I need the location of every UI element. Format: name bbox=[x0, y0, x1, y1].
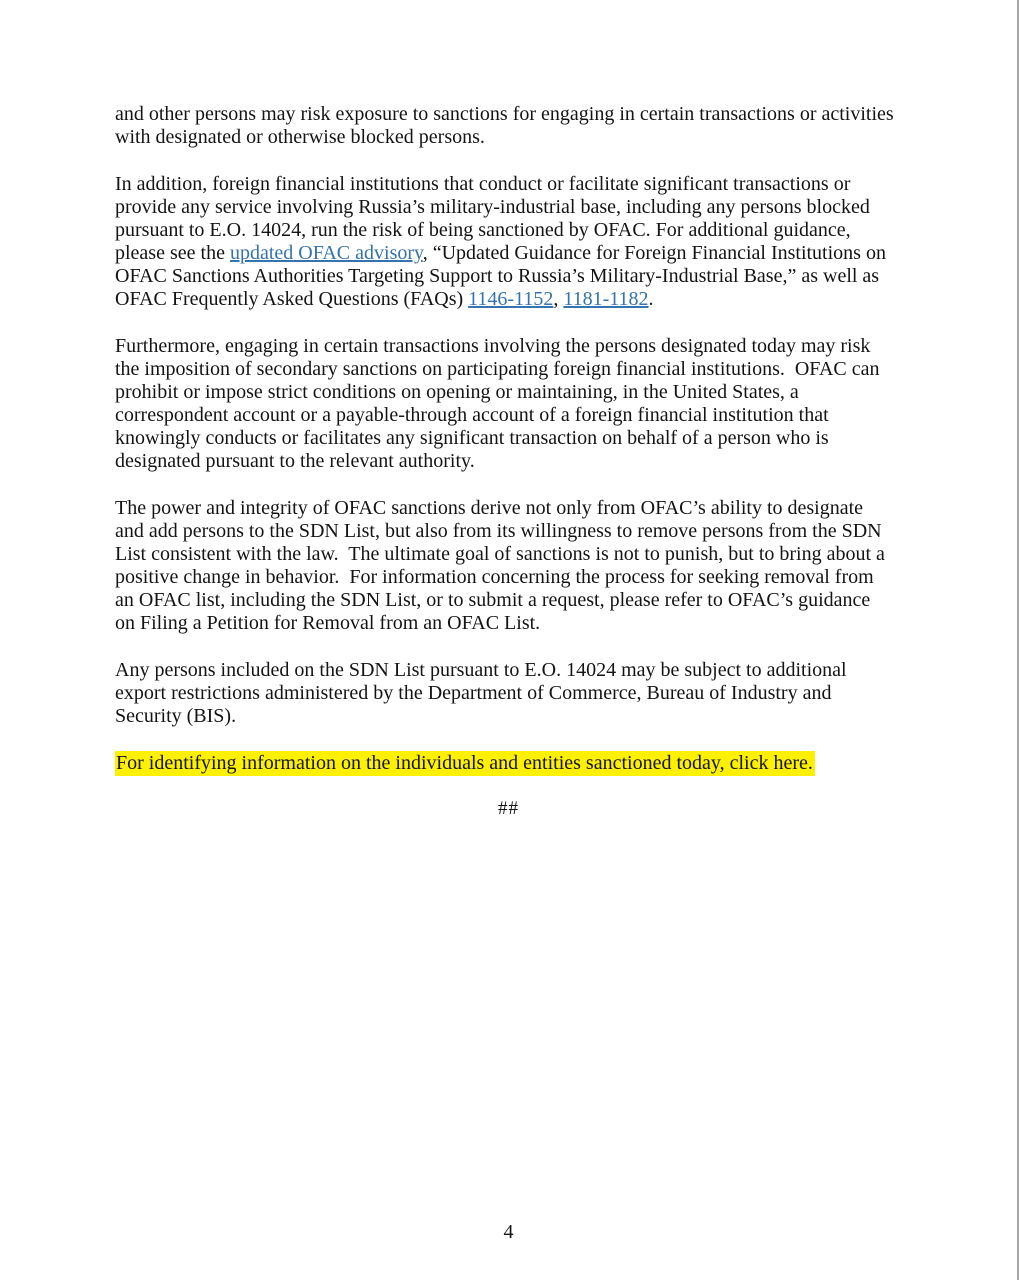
text-line bbox=[115, 705, 921, 728]
text-run: export restrictions administered by the Department of Commerce, Bureau of Industry and bbox=[115, 682, 832, 704]
text-line bbox=[115, 566, 921, 589]
hyperlink[interactable]: updated OFAC advisory bbox=[229, 242, 423, 264]
paragraph bbox=[115, 335, 921, 473]
hyperlink[interactable]: 1181-1182 bbox=[563, 288, 649, 310]
text-run: , bbox=[553, 288, 564, 310]
text-line bbox=[115, 242, 921, 265]
hyperlink[interactable]: 1146-1152 bbox=[468, 288, 554, 310]
text-line bbox=[115, 497, 921, 520]
text-run: In addition, foreign financial institutions that conduct or facilitate significant transactions or bbox=[115, 173, 851, 195]
text-line bbox=[115, 381, 921, 404]
text-run: and add persons to the SDN List, but also from its willingness to remove persons from the SDN bbox=[115, 520, 882, 542]
text-line bbox=[115, 358, 921, 381]
text-run: with designated or otherwise blocked persons. bbox=[115, 126, 485, 148]
text-line bbox=[115, 520, 921, 543]
text-line bbox=[115, 543, 921, 566]
text-run: positive change in behavior. For information concerning the process for seeking removal from bbox=[115, 566, 874, 588]
text-line bbox=[115, 288, 921, 311]
paragraph bbox=[115, 103, 921, 149]
text-run: . bbox=[648, 288, 654, 310]
text-line bbox=[115, 103, 921, 126]
text-run: prohibit or impose strict conditions on opening or maintaining, in the United States, a bbox=[115, 381, 799, 403]
text-line bbox=[115, 752, 921, 775]
text-line bbox=[115, 173, 921, 196]
text-line bbox=[115, 265, 921, 288]
text-run: For identifying information on the individuals and entities sanctioned today, click here. bbox=[116, 752, 813, 774]
text-line bbox=[115, 219, 921, 242]
text-run: Furthermore, engaging in certain transactions involving the persons designated today may risk bbox=[115, 335, 871, 357]
text-run: the imposition of secondary sanctions on participating foreign financial institutions. OFAC can bbox=[115, 358, 880, 380]
text-line bbox=[115, 427, 921, 450]
text-line bbox=[115, 589, 921, 612]
text-run: Security (BIS). bbox=[115, 705, 237, 727]
text-run: knowingly conducts or facilitates any significant transaction on behalf of a person who is bbox=[115, 427, 829, 449]
text-run: an OFAC list, including the SDN List, or to submit a request, please refer to OFAC’s guidance bbox=[115, 589, 871, 611]
document-content bbox=[115, 103, 921, 799]
paragraph bbox=[115, 497, 921, 635]
text-line bbox=[115, 450, 921, 473]
text-run: correspondent account or a payable-through account of a foreign financial institution that bbox=[115, 404, 829, 426]
paragraph bbox=[115, 659, 921, 728]
text-line bbox=[115, 335, 921, 358]
paragraph bbox=[115, 173, 921, 311]
text-line bbox=[115, 404, 921, 427]
text-run: List consistent with the law. The ultimate goal of sanctions is not to punish, but to bring about a bbox=[115, 543, 885, 565]
text-run: and other persons may risk exposure to sanctions for engaging in certain transactions or activities bbox=[115, 103, 894, 125]
text-line bbox=[115, 682, 921, 705]
end-mark: ## bbox=[498, 798, 519, 819]
text-run: , “Updated Guidance for Foreign Financial Institutions on bbox=[422, 242, 886, 264]
text-run: OFAC Frequently Asked Questions (FAQs) bbox=[115, 288, 469, 310]
text-line bbox=[115, 659, 921, 682]
text-run: The power and integrity of OFAC sanctions derive not only from OFAC’s ability to designate bbox=[115, 497, 864, 519]
text-run: please see the bbox=[115, 242, 230, 264]
page-number: 4 bbox=[503, 1221, 514, 1243]
text-run: designated pursuant to the relevant authority. bbox=[115, 450, 475, 472]
text-run: Any persons included on the SDN List pursuant to E.O. 14024 may be subject to additional bbox=[115, 659, 847, 681]
text-line bbox=[115, 612, 921, 635]
highlighted-paragraph bbox=[115, 752, 921, 775]
text-run: on Filing a Petition for Removal from an OFAC List. bbox=[115, 612, 541, 634]
text-line bbox=[115, 196, 921, 219]
text-line bbox=[115, 126, 921, 149]
text-run: provide any service involving Russia’s military-industrial base, including any persons blocked bbox=[115, 196, 870, 218]
text-run: OFAC Sanctions Authorities Targeting Support to Russia’s Military-Industrial Base,” as well as bbox=[115, 265, 880, 287]
text-run: pursuant to E.O. 14024, run the risk of being sanctioned by OFAC. For additional guidance, bbox=[115, 219, 851, 241]
